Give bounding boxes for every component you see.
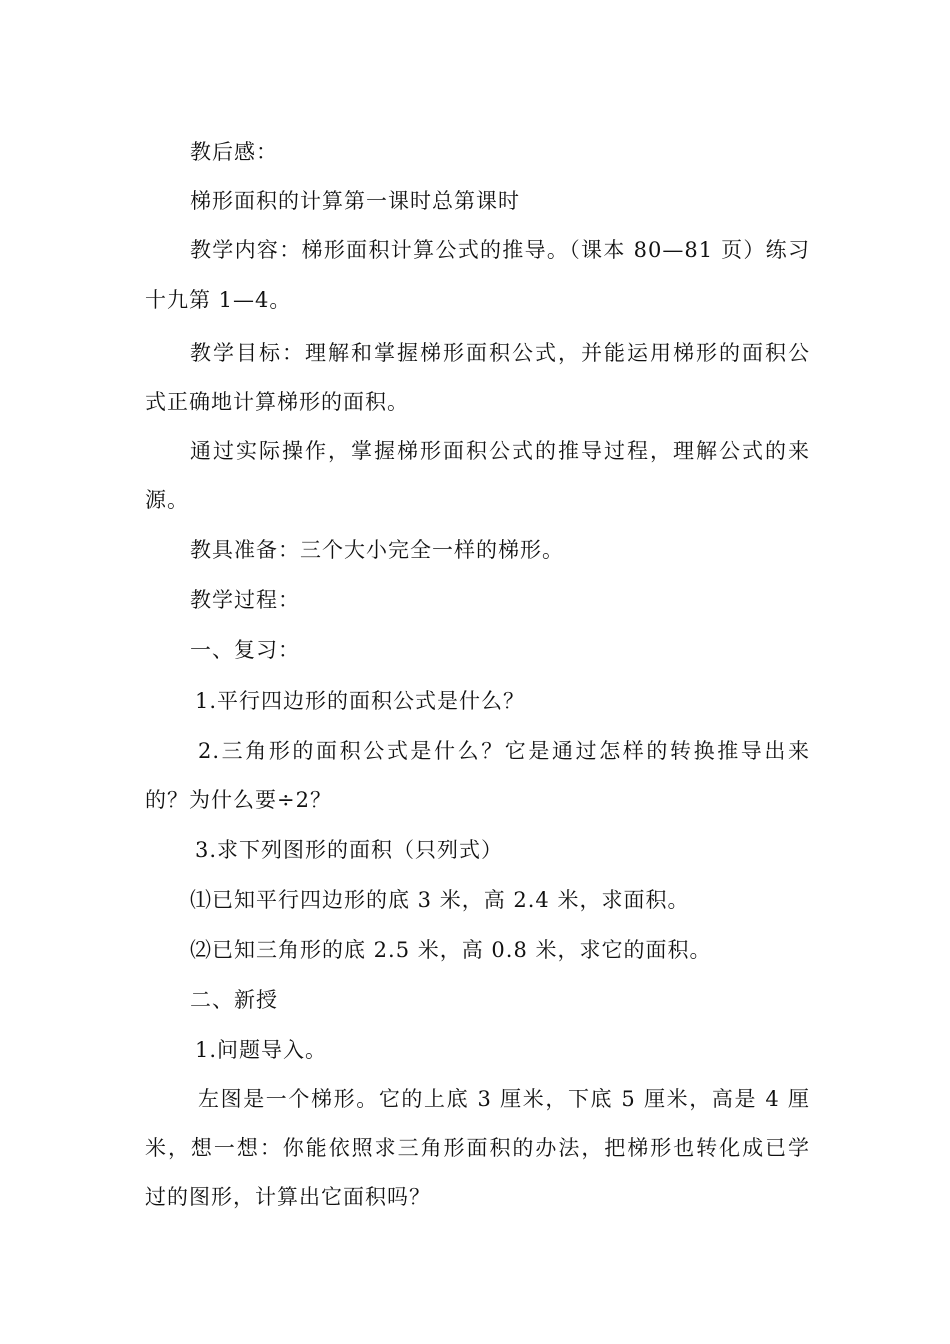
text-line-operation: 通过实际操作，掌握梯形面积公式的推导过程，理解公式的来 [190, 439, 810, 463]
text-line-review-q3-a: ⑴已知平行四边形的底 3 米，高 2.4 米，求面积。 [190, 888, 690, 912]
text-line-review-q3-b: ⑵已知三角形的底 2.5 米，高 0.8 米，求它的面积。 [190, 938, 712, 962]
text-line-review-q1: 1.平行四边形的面积公式是什么？ [195, 689, 526, 713]
text-line-trapezoid-desc-cont: 米，想一想：你能依照求三角形面积的办法，把梯形也转化成已学 [145, 1136, 810, 1160]
text-line-teaching-goal: 教学目标：理解和掌握梯形面积公式，并能运用梯形的面积公 [190, 341, 810, 365]
text-line-review-q2-cont: 的？为什么要÷2？ [145, 788, 332, 812]
text-line-operation-cont: 源。 [145, 488, 189, 512]
text-line-new-q1: 1.问题导入。 [195, 1038, 328, 1062]
text-line-section-new: 二、新授 [190, 988, 278, 1012]
text-line-teaching-content: 教学内容：梯形面积计算公式的推导。（课本 80—81 页）练习 [190, 238, 810, 262]
text-line-section-review: 一、复习： [190, 638, 300, 662]
text-line-aftermath-heading: 教后感： [190, 140, 278, 164]
text-line-lesson-title: 梯形面积的计算第一课时总第课时 [190, 189, 520, 213]
text-line-review-q3: 3.求下列图形的面积（只列式） [195, 838, 504, 862]
text-line-teaching-process: 教学过程： [190, 588, 300, 612]
text-line-teaching-goal-cont: 式正确地计算梯形的面积。 [145, 390, 409, 414]
text-line-review-q2: 2.三角形的面积公式是什么？它是通过怎样的转换推导出来 [198, 739, 810, 763]
text-line-teaching-aids: 教具准备：三个大小完全一样的梯形。 [190, 538, 564, 562]
text-line-trapezoid-desc: 左图是一个梯形。它的上底 3 厘米，下底 5 厘米，高是 4 厘 [198, 1087, 810, 1111]
text-line-trapezoid-desc-end: 过的图形，计算出它面积吗？ [145, 1185, 431, 1209]
text-line-teaching-content-cont: 十九第 1—4。 [145, 288, 292, 312]
